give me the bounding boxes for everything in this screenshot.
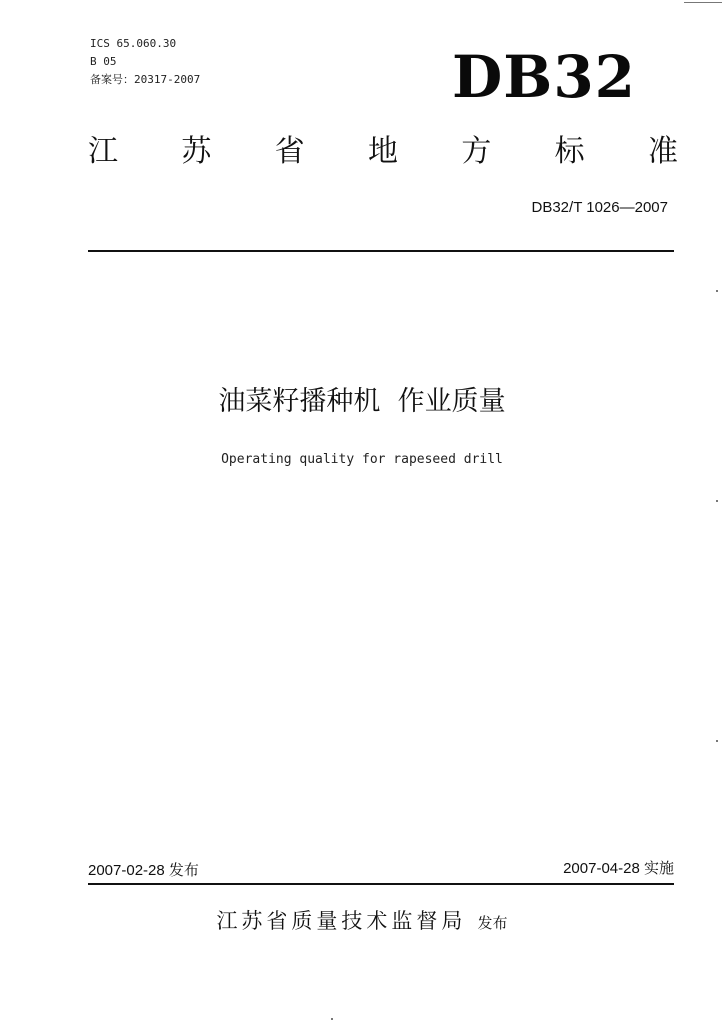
- bottom-divider: [88, 883, 674, 885]
- classification-code: B 05: [90, 55, 117, 68]
- issuer-line: [0, 905, 724, 935]
- standard-type-char: 标: [554, 134, 585, 169]
- standard-type-char: 江: [88, 134, 118, 169]
- top-divider: [88, 250, 674, 252]
- standard-type-char: 准: [647, 134, 678, 169]
- issue-date: 2007-02-28 发布: [88, 862, 199, 879]
- document-title-chinese: 油菜籽播种机 作业质量: [218, 386, 506, 417]
- scan-mark: [716, 740, 718, 742]
- standard-type-char: 方: [461, 134, 492, 169]
- document-title-english: Operating quality for rapeseed drill: [221, 452, 503, 467]
- issuer-name: 江苏省质量技术监督局: [216, 909, 467, 933]
- record-number: 备案号：20317-2007: [90, 73, 201, 86]
- scan-mark: [716, 500, 718, 502]
- issuer-suffix: 发布: [477, 914, 508, 932]
- standard-number: DB32/T 1026—2007: [531, 199, 668, 216]
- scan-mark: [331, 1018, 333, 1020]
- scan-mark: [716, 290, 718, 292]
- standard-type-char: 地: [367, 134, 398, 169]
- scan-mark: [684, 2, 722, 3]
- ics-code: ICS 65.060.30: [90, 37, 177, 50]
- standard-type-heading: [88, 132, 678, 172]
- standard-code-logo: DB32: [452, 43, 637, 111]
- implementation-date: 2007-04-28 实施: [563, 860, 674, 877]
- standard-type-char: 省: [274, 134, 305, 169]
- standard-type-char: 苏: [181, 134, 212, 169]
